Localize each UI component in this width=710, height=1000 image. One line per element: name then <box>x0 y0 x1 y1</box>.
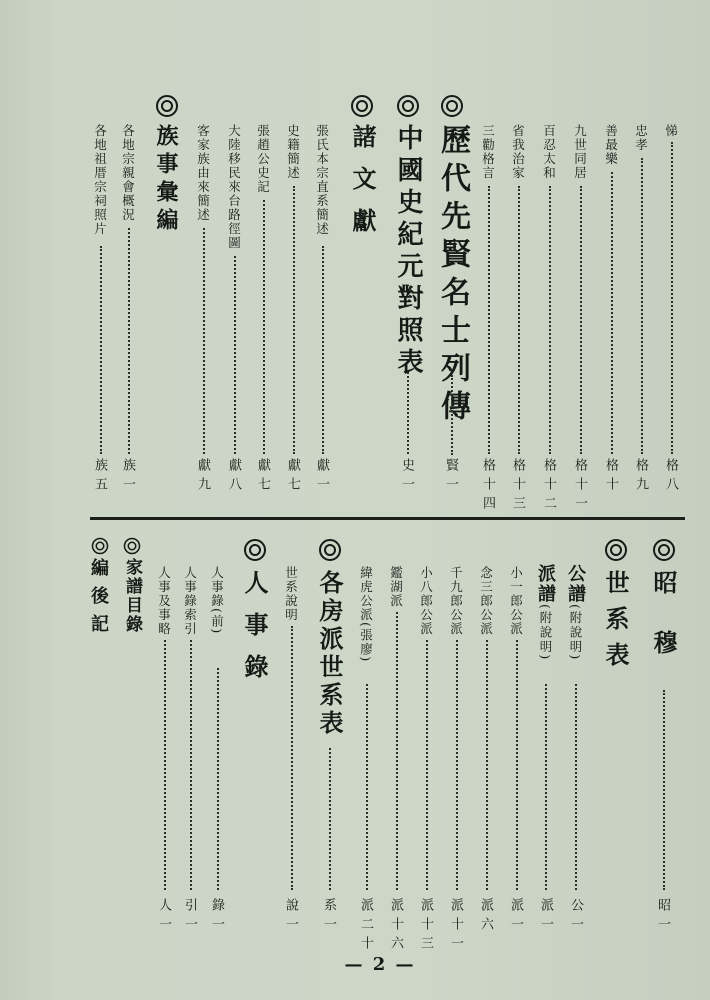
double-circle-bullet-icon <box>350 94 374 118</box>
leader-dots <box>611 172 613 454</box>
toc-entry: 各地祖厝宗祠照片 <box>92 124 108 236</box>
leader-dots <box>100 246 102 454</box>
toc-note: (前) <box>209 608 225 635</box>
toc-entry: 忠孝 <box>633 124 649 152</box>
toc-page: 派十六 <box>388 898 403 955</box>
double-circle-bullet-icon <box>243 538 267 562</box>
toc-note: (附說明) <box>538 604 553 662</box>
toc-page: 格十 <box>603 458 618 496</box>
leader-dots <box>456 640 458 890</box>
toc-page: 派一 <box>508 898 523 936</box>
toc-entry: 各地宗親會概況 <box>120 124 136 222</box>
toc-page: 獻一 <box>314 458 329 496</box>
double-circle-bullet-icon <box>652 538 676 562</box>
toc-entry: 史籍簡述 <box>285 124 301 180</box>
toc-entry: 人事錄索引 <box>182 566 198 636</box>
toc-page: 格九 <box>633 458 648 496</box>
leader-dots <box>293 186 295 454</box>
toc-entry: 九世同居 <box>572 124 588 180</box>
toc-page: 派二十 <box>358 898 373 955</box>
toc-section-title: 諸文獻 <box>348 124 377 250</box>
toc-section-title: 各房派世系表 <box>315 570 344 738</box>
leader-dots <box>641 158 643 454</box>
leader-dots <box>234 256 236 454</box>
toc-section-title: 歷代先賢名士列傳 <box>435 124 470 428</box>
leader-dots <box>291 626 293 890</box>
leader-dots <box>128 228 130 454</box>
leader-dots <box>486 640 488 890</box>
leader-dots <box>516 640 518 890</box>
toc-entry: 緯虎公派(張廖) <box>358 566 374 663</box>
toc-page: 族一 <box>120 458 135 496</box>
toc-section-title: 編後記 <box>88 558 109 642</box>
toc-section-title: 昭穆 <box>649 570 678 690</box>
toc-entry: 省我治家 <box>510 124 526 180</box>
toc-entry: 張趙公史記 <box>255 124 271 194</box>
leader-dots <box>575 684 577 890</box>
toc-entry: 客家族由來簡述 <box>195 124 211 222</box>
leader-dots <box>580 186 582 454</box>
toc-page: 格十一 <box>572 458 587 515</box>
double-circle-bullet-icon <box>120 534 144 558</box>
leader-dots <box>322 246 324 454</box>
toc-entry: 世系說明 <box>283 566 299 622</box>
toc-entry: 三勸格言 <box>480 124 496 180</box>
toc-page: 派十三 <box>418 898 433 955</box>
toc-entry: 百忍太和 <box>541 124 557 180</box>
leader-dots <box>329 748 331 890</box>
toc-entry: 鑑湖派 <box>388 566 404 608</box>
leader-dots <box>518 186 520 454</box>
leader-dots <box>671 142 673 454</box>
leader-dots <box>549 186 551 454</box>
toc-page: 格八 <box>663 458 678 496</box>
toc-page: 獻八 <box>226 458 241 496</box>
leader-dots <box>396 612 398 890</box>
toc-entry: 人事錄(前) <box>209 566 225 635</box>
toc-page: 派一 <box>538 898 553 936</box>
toc-page: 史一 <box>399 458 414 496</box>
toc-section-title: 族事彙編 <box>153 124 179 236</box>
section-divider <box>90 517 685 520</box>
toc-page: 昭一 <box>655 898 670 936</box>
toc-entry: 大陸移民來台路徑圖 <box>226 124 242 250</box>
leader-dots <box>426 640 428 890</box>
double-circle-bullet-icon <box>88 534 112 558</box>
toc-entry: 念三郎公派 <box>478 566 494 636</box>
toc-entry: 小八郎公派 <box>418 566 434 636</box>
double-circle-bullet-icon <box>440 94 464 118</box>
double-circle-bullet-icon <box>604 538 628 562</box>
leader-dots <box>663 690 665 890</box>
toc-page: 引一 <box>182 898 197 936</box>
toc-entry: 善最樂 <box>603 124 619 166</box>
toc-page: 格十四 <box>480 458 495 515</box>
toc-entry: 小一郎公派 <box>508 566 524 636</box>
toc-entry: 人事及事略 <box>156 566 172 636</box>
double-circle-bullet-icon <box>318 538 342 562</box>
toc-page: 獻九 <box>195 458 210 496</box>
toc-page: 格十三 <box>510 458 525 515</box>
toc-page: 派六 <box>478 898 493 936</box>
double-circle-bullet-icon <box>155 94 179 118</box>
toc-note: (張廖) <box>358 622 374 663</box>
leader-dots <box>545 684 547 890</box>
toc-page: 人一 <box>156 898 171 936</box>
toc-page: 獻七 <box>285 458 300 496</box>
page-number: — 2 — <box>344 954 416 975</box>
leader-dots <box>407 372 409 454</box>
toc-page: 說一 <box>283 898 298 936</box>
toc-page: 錄一 <box>209 898 224 936</box>
toc-entry: 公譜(附說明) <box>565 564 586 662</box>
toc-page: 格十二 <box>541 458 556 515</box>
toc-page: 獻七 <box>255 458 270 496</box>
toc-entry: 千九郎公派 <box>448 566 464 636</box>
leader-dots <box>366 684 368 890</box>
toc-page: 公一 <box>568 898 583 936</box>
toc-page: 賢一 <box>443 458 458 496</box>
toc-section-title: 家譜目錄 <box>122 558 142 634</box>
leader-dots <box>451 375 453 455</box>
leader-dots <box>164 640 166 890</box>
toc-page: 派十一 <box>448 898 463 955</box>
leader-dots <box>190 640 192 890</box>
toc-entry: 派譜(附說明) <box>535 564 556 662</box>
toc-section-title: 人事錄 <box>240 570 269 696</box>
leader-dots <box>488 186 490 454</box>
toc-section-title: 中國史紀元對照表 <box>393 124 423 380</box>
toc-page: 族五 <box>92 458 107 496</box>
toc-entry: 張氏本宗直系簡述 <box>314 124 330 236</box>
leader-dots <box>263 200 265 454</box>
leader-dots <box>217 668 219 890</box>
double-circle-bullet-icon <box>396 94 420 118</box>
toc-note: (附說明) <box>568 604 583 662</box>
leader-dots <box>203 228 205 454</box>
toc-section-title: 世系表 <box>601 570 630 678</box>
toc-entry: 悌 <box>663 124 679 138</box>
toc-page: 系一 <box>321 898 336 936</box>
